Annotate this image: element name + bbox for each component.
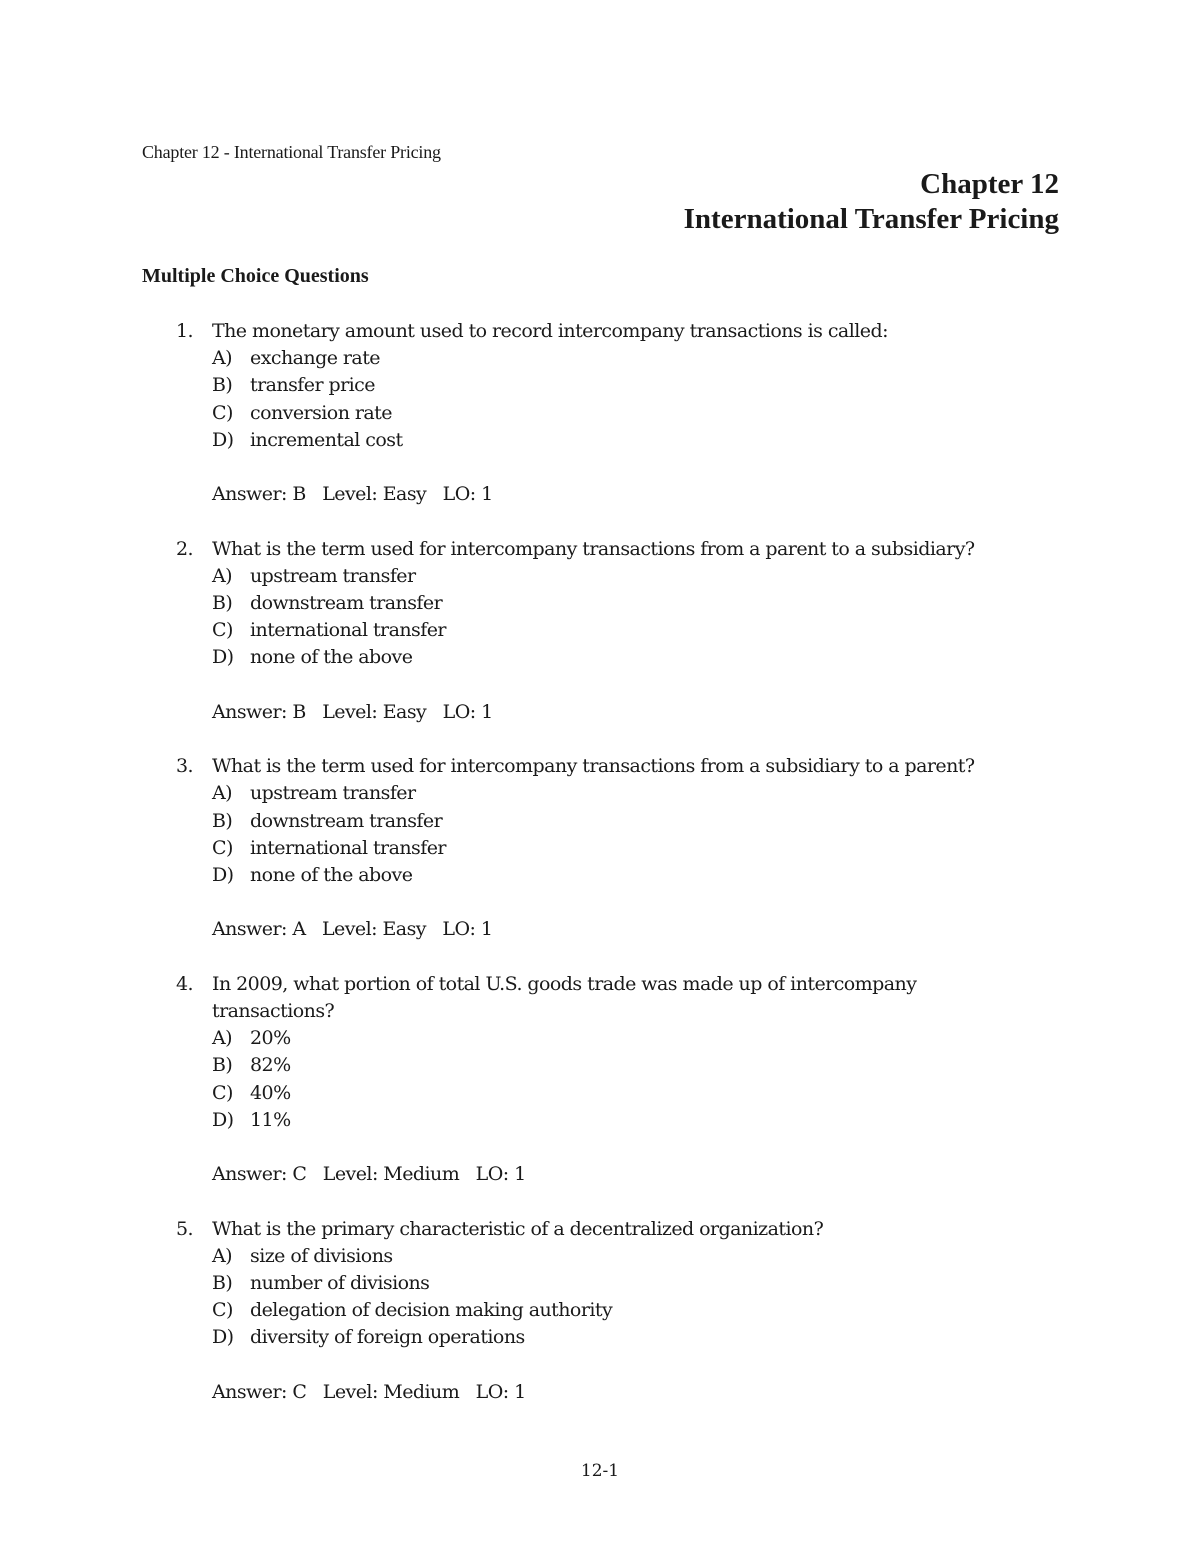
option-text: international transfer <box>250 836 446 859</box>
question-text: The monetary amount used to record intercompany transactions is called: <box>212 320 888 342</box>
question-5 <box>176 1216 1056 1406</box>
option-d <box>212 427 1056 454</box>
question-number: 4. <box>176 972 194 995</box>
option-text: downstream transfer <box>250 809 443 832</box>
option-b <box>212 590 1056 617</box>
section-title: Multiple Choice Questions <box>142 265 369 287</box>
chapter-title <box>684 167 1059 237</box>
option-text: 20% <box>250 1027 291 1050</box>
question-number: 3. <box>176 755 194 778</box>
option-letter: A) <box>212 1244 233 1267</box>
question-text: What is the primary characteristic of a decentralized organization? <box>212 1217 824 1240</box>
chapter-number: Chapter 12 <box>920 168 1059 200</box>
option-letter: C) <box>212 1081 233 1104</box>
question-text: What is the term used for intercompany transactions from a subsidiary to a parent? <box>212 755 975 778</box>
option-c <box>212 835 1056 862</box>
option-letter: C) <box>212 619 233 642</box>
option-d <box>212 644 1056 671</box>
option-text: delegation of decision making authority <box>250 1299 613 1322</box>
option-a <box>212 345 1056 372</box>
option-list <box>212 1243 1056 1352</box>
option-letter: A) <box>212 782 233 805</box>
option-d <box>212 1107 1056 1134</box>
option-letter: D) <box>212 864 234 886</box>
question-1 <box>176 318 1056 508</box>
option-letter: C) <box>212 401 233 424</box>
option-list <box>212 345 1056 454</box>
option-b <box>212 372 1056 399</box>
option-text: upstream transfer <box>250 782 416 805</box>
question-2 <box>176 536 1056 726</box>
option-letter: B) <box>212 1054 233 1077</box>
answer-line: Answer: C Level: Medium LO: 1 <box>212 1163 526 1186</box>
option-text: size of divisions <box>250 1244 393 1267</box>
running-header: Chapter 12 - International Transfer Pricing <box>142 142 441 162</box>
option-text: number of divisions <box>250 1271 430 1294</box>
option-d <box>212 1324 1056 1351</box>
option-letter: A) <box>212 1027 233 1050</box>
option-text: downstream transfer <box>250 592 443 614</box>
option-letter: C) <box>212 836 233 859</box>
option-b <box>212 1052 1056 1079</box>
question-number: 2. <box>176 537 194 560</box>
option-list <box>212 563 1056 672</box>
option-a <box>212 1025 1056 1052</box>
chapter-name: International Transfer Pricing <box>683 203 1059 235</box>
option-a <box>212 563 1056 590</box>
question-number: 1. <box>176 320 194 342</box>
option-b <box>212 808 1056 835</box>
option-text: upstream transfer <box>250 564 416 587</box>
option-text: conversion rate <box>250 401 392 424</box>
option-letter: B) <box>212 374 233 397</box>
option-text: incremental cost <box>250 428 403 451</box>
option-text: 11% <box>250 1108 291 1131</box>
option-c <box>212 400 1056 427</box>
option-text: 40% <box>250 1081 291 1104</box>
option-letter: B) <box>212 1271 233 1294</box>
option-c <box>212 1080 1056 1107</box>
option-text: 82% <box>250 1054 291 1077</box>
question-text: In 2009, what portion of total U.S. goods trade was made up of intercompany transactions? <box>212 972 917 1022</box>
option-list <box>212 1025 1056 1134</box>
option-text: international transfer <box>250 619 446 642</box>
option-c <box>212 1297 1056 1324</box>
option-d <box>212 862 1056 889</box>
question-3 <box>176 753 1056 943</box>
question-list <box>176 318 1056 1433</box>
option-text: none of the above <box>250 864 413 886</box>
option-letter: B) <box>212 809 233 832</box>
answer-line: Answer: A Level: Easy LO: 1 <box>212 918 493 941</box>
option-letter: B) <box>212 592 233 614</box>
question-4 <box>176 971 1056 1189</box>
option-letter: C) <box>212 1299 233 1322</box>
answer-line: Answer: B Level: Easy LO: 1 <box>212 700 493 723</box>
answer-line: Answer: C Level: Medium LO: 1 <box>212 1380 526 1403</box>
page-number: 12-1 <box>580 1461 620 1481</box>
question-number: 5. <box>176 1217 194 1240</box>
option-text: none of the above <box>250 646 413 669</box>
option-letter: D) <box>212 428 234 451</box>
option-letter: D) <box>212 1326 234 1349</box>
question-text: What is the term used for intercompany transactions from a parent to a subsidiary? <box>212 537 975 560</box>
option-list <box>212 780 1056 889</box>
option-c <box>212 617 1056 644</box>
option-letter: A) <box>212 347 233 370</box>
option-letter: A) <box>212 564 233 587</box>
option-a <box>212 1243 1056 1270</box>
option-letter: D) <box>212 1108 234 1131</box>
option-b <box>212 1270 1056 1297</box>
option-letter: D) <box>212 646 234 669</box>
option-text: exchange rate <box>250 347 380 370</box>
option-text: diversity of foreign operations <box>250 1326 525 1349</box>
answer-line: Answer: B Level: Easy LO: 1 <box>212 483 493 506</box>
option-text: transfer price <box>250 374 375 397</box>
option-a <box>212 780 1056 807</box>
